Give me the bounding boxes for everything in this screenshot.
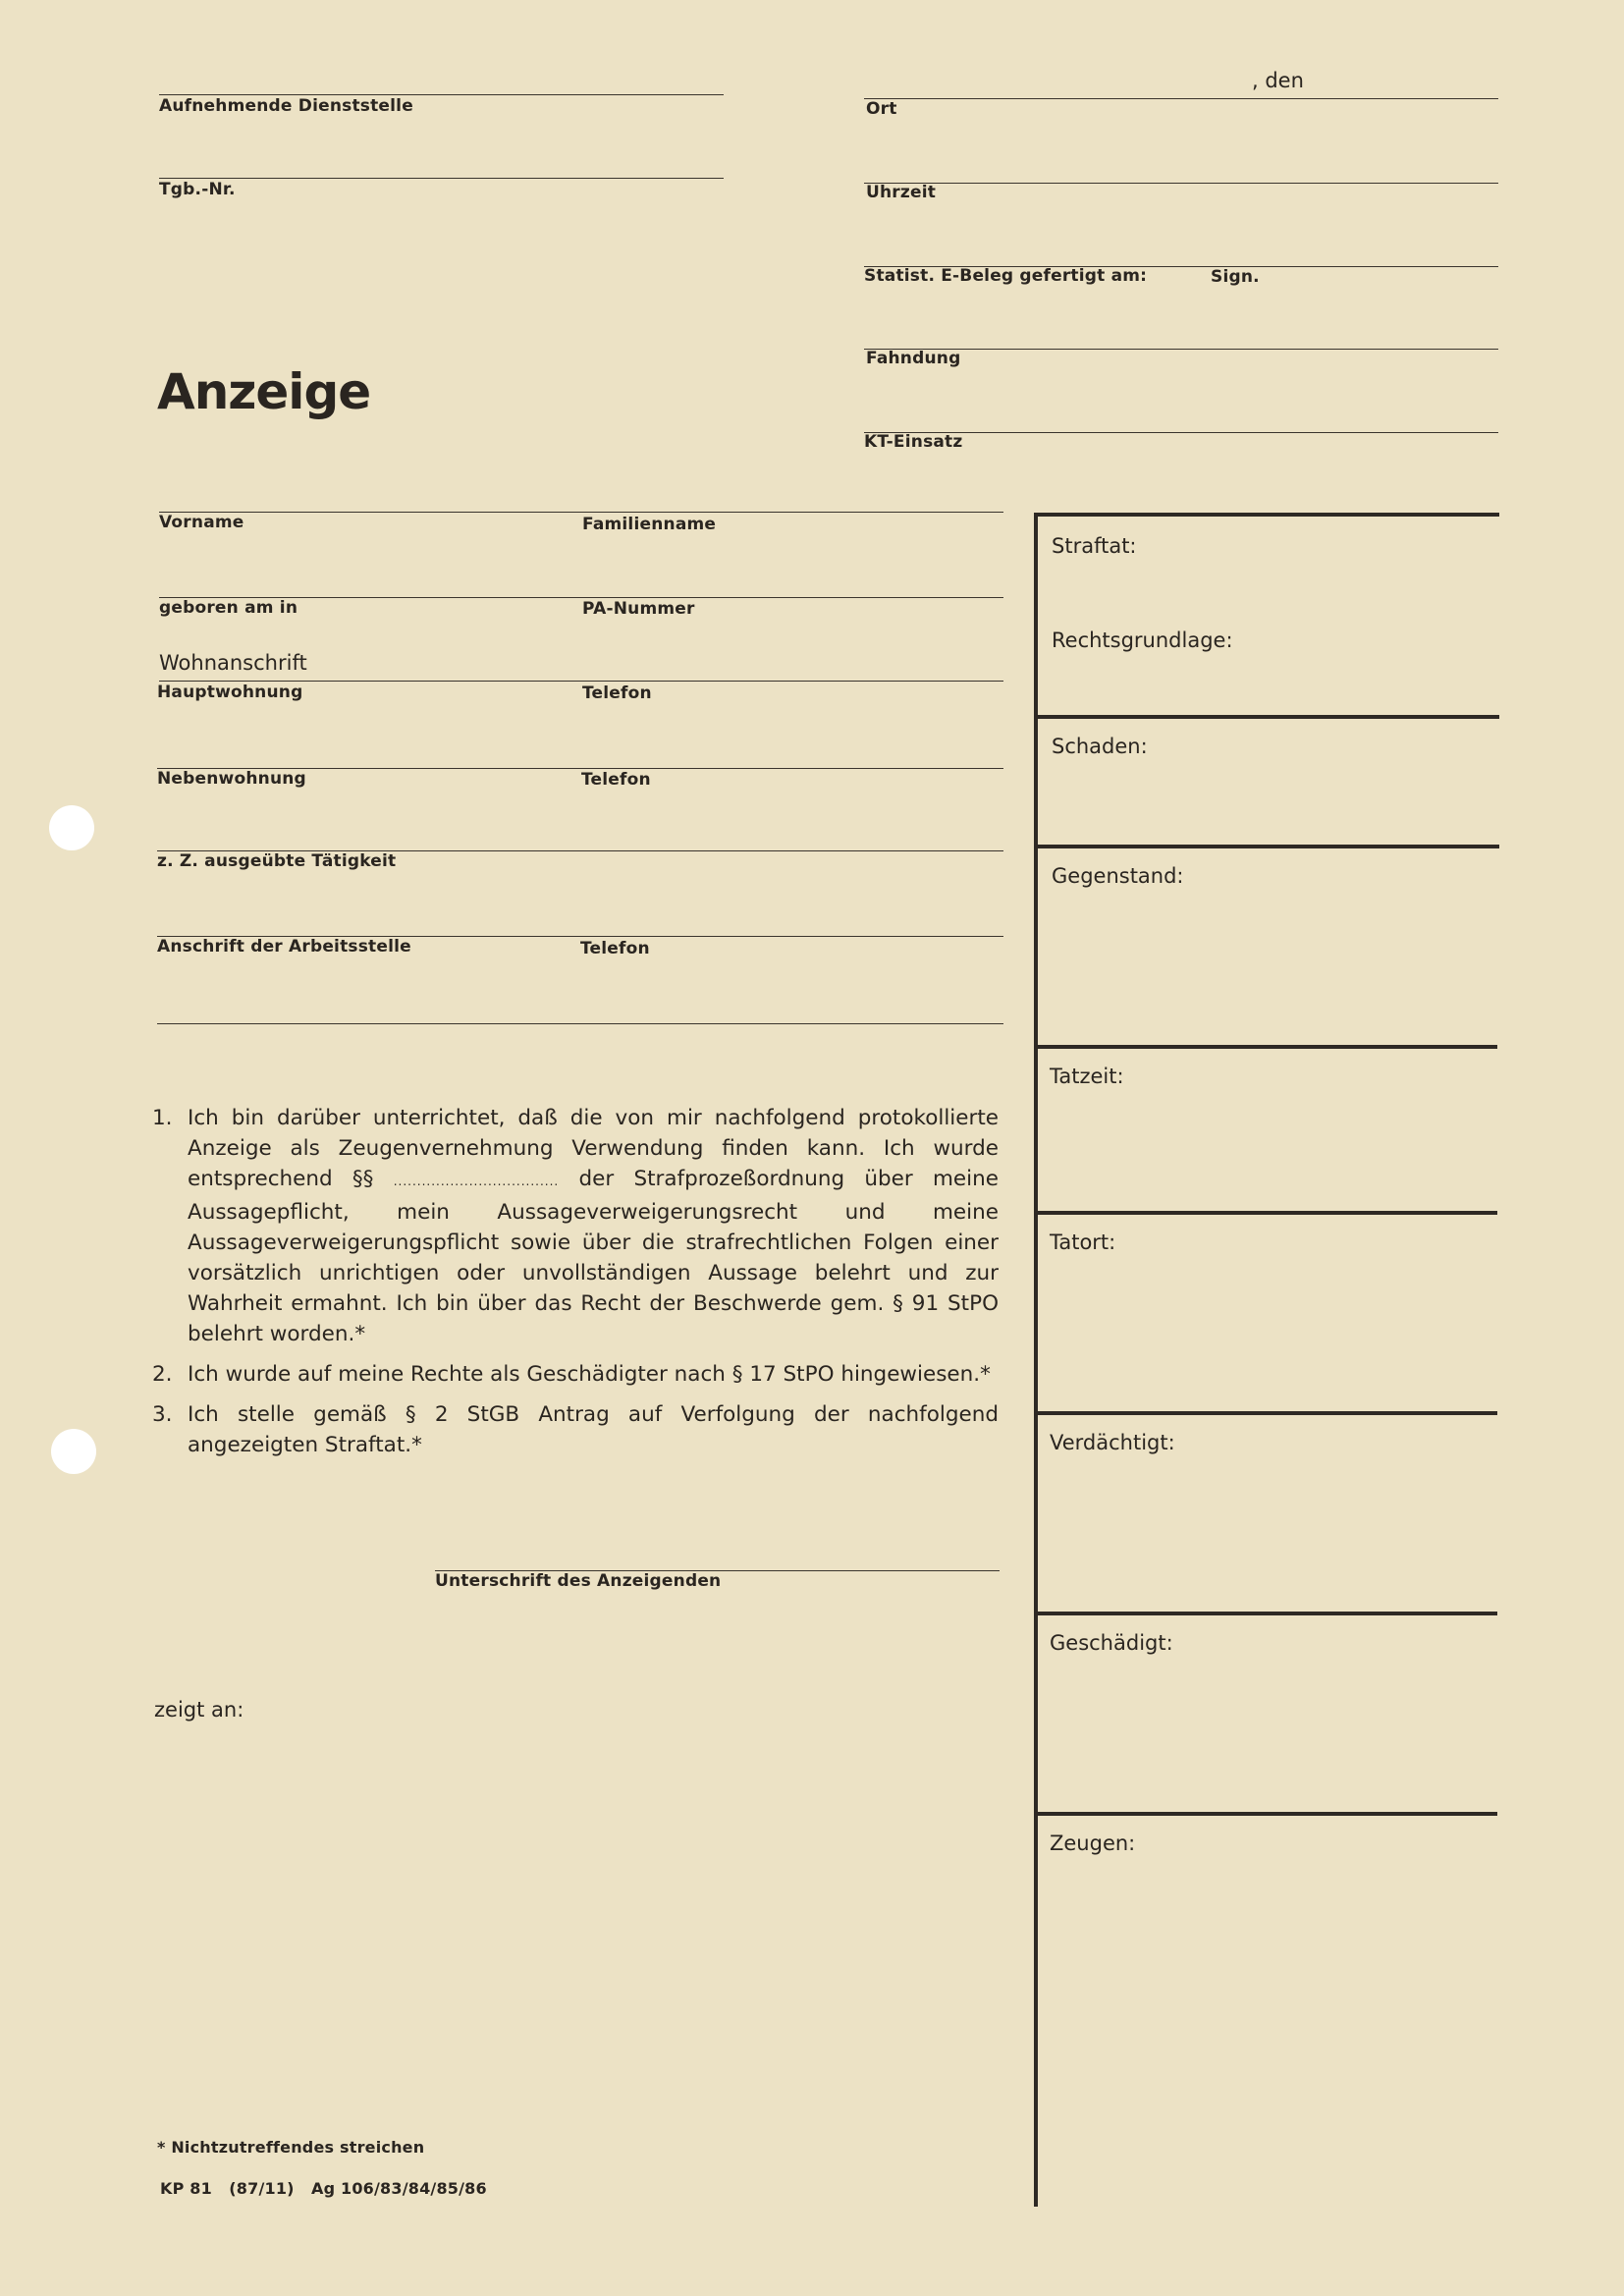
geschaedigt-label: Geschädigt:: [1050, 1631, 1173, 1655]
right-panel-top: [1034, 513, 1499, 517]
den-text: , den: [1252, 69, 1304, 92]
tgb-label: Tgb.-Nr.: [159, 180, 236, 199]
form-code: KP 81 (87/11) Ag 106/83/84/85/86: [160, 2179, 487, 2198]
fahndung-label: Fahndung: [866, 349, 961, 368]
gegenstand-label: Gegenstand:: [1052, 864, 1184, 888]
geboren-label: geboren am in: [159, 598, 298, 618]
uhrzeit-line[interactable]: [864, 183, 1498, 184]
statist-label: Statist. E-Beleg gefertigt am:: [864, 266, 1148, 286]
dienststelle-label: Aufnehmende Dienststelle: [159, 96, 413, 116]
right-panel-border: [1034, 513, 1038, 2207]
taetigkeit-label: z. Z. ausgeübte Tätigkeit: [157, 851, 397, 871]
signature-label: Unterschrift des Anzeigenden: [435, 1571, 722, 1591]
straftat-label: Straftat:: [1052, 534, 1137, 558]
familienname-label: Familienname: [582, 515, 717, 534]
tatort-label: Tatort:: [1050, 1230, 1116, 1254]
declaration-1: 1. Ich bin darüber unterrichtet, daß die von mir nachfolgend protokollierte Anzeige als Zeugenvernehmung Verwendung finden kann. Ich wurde entsprechend §§ ................................... der Strafprozeßordnung über meine Aussagepflicht, mein Aussageverweigerungsrecht und meine Aussageverweigerungspflicht sowie über die strafrechtlichen Folgen einer vorsätzlich unrichtigen oder unvollständigen Aussage belehrt und zur Wahrheit ermahnt. Ich bin über das Recht der Beschwerde gem. § 91 StPO belehrt worden.*: [152, 1106, 999, 1346]
sign-label: Sign.: [1211, 267, 1260, 287]
rechtsgrundlage-label: Rechtsgrundlage:: [1052, 629, 1233, 652]
hauptwohnung-line[interactable]: [159, 681, 1003, 682]
tgb-line[interactable]: [159, 178, 724, 179]
declaration-2: 2. Ich wurde auf meine Rechte als Geschädigter nach § 17 StPO hingewiesen.*: [152, 1362, 991, 1387]
vorname-label: Vorname: [159, 513, 244, 532]
verdaechtigt-label: Verdächtigt:: [1050, 1431, 1175, 1454]
telefon-label-1: Telefon: [582, 683, 652, 703]
divider-zeugen: [1034, 1812, 1497, 1816]
pa-label: PA-Nummer: [582, 599, 695, 619]
kt-label: KT-Einsatz: [864, 432, 963, 452]
telefon-label-3: Telefon: [580, 939, 650, 958]
divider-geschaedigt: [1034, 1612, 1497, 1615]
arbeitsstelle-extra-line[interactable]: [157, 1023, 1003, 1024]
page-title: Anzeige: [157, 363, 371, 420]
footnote: * Nichtzutreffendes streichen: [157, 2138, 425, 2157]
vorname-line[interactable]: [159, 512, 1003, 513]
ort-line[interactable]: [864, 98, 1498, 99]
punch-hole-top: [49, 805, 94, 850]
divider-gegenstand: [1034, 845, 1499, 848]
uhrzeit-label: Uhrzeit: [866, 183, 937, 202]
divider-schaden: [1034, 715, 1499, 719]
punch-hole-bottom: [51, 1429, 96, 1474]
declarations: [152, 1103, 999, 1460]
wohnanschrift-text: Wohnanschrift: [159, 651, 307, 675]
hauptwohnung-label: Hauptwohnung: [157, 683, 303, 702]
nebenwohnung-label: Nebenwohnung: [157, 769, 306, 789]
arbeitsstelle-label: Anschrift der Arbeitsstelle: [157, 937, 411, 957]
telefon-label-2: Telefon: [581, 770, 651, 790]
tatzeit-label: Tatzeit:: [1050, 1065, 1124, 1088]
divider-tatzeit: [1034, 1045, 1497, 1049]
ort-label: Ort: [866, 99, 897, 119]
divider-tatort: [1034, 1211, 1497, 1215]
zeugen-label: Zeugen:: [1050, 1831, 1136, 1855]
zeigt-an-label: zeigt an:: [154, 1698, 244, 1722]
divider-verdaechtigt: [1034, 1411, 1497, 1415]
declaration-3: 3. Ich stelle gemäß § 2 StGB Antrag auf Verfolgung der nachfolgend angezeigten Straftat.*: [152, 1402, 999, 1457]
schaden-label: Schaden:: [1052, 735, 1148, 758]
dienststelle-line[interactable]: [159, 94, 724, 95]
